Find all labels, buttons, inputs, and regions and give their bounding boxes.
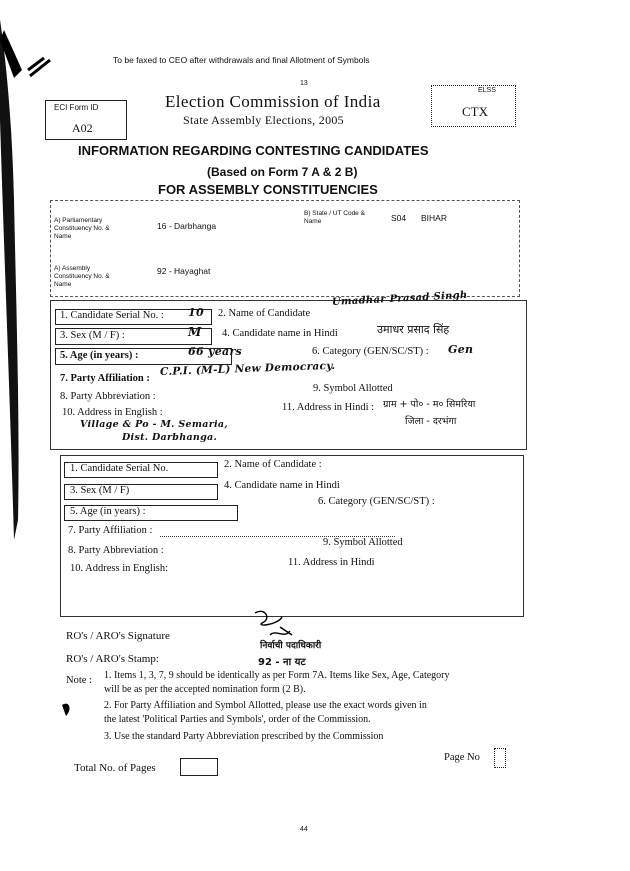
signature-label: RO's / ARO's Signature	[66, 630, 170, 642]
c1-addr-en-label: 10. Address in English :	[62, 407, 163, 418]
c2-serial-label: 1. Candidate Serial No.	[70, 463, 169, 474]
constituency-box	[50, 200, 520, 297]
note2: 2. For Party Affiliation and Symbol Allotted, please use the exact words given in	[104, 700, 427, 711]
title-line2: (Based on Form 7 A & 2 B)	[207, 165, 358, 179]
c1-name-label: 2. Name of Candidate	[218, 308, 311, 319]
total-pages-box[interactable]	[180, 758, 218, 776]
code-value: CTX	[462, 104, 488, 119]
ac-value: 92 - Hayaghat	[157, 266, 211, 276]
form-id-box	[45, 100, 127, 140]
form-id-value: A02	[72, 121, 93, 135]
c1-name-value: Umadhar Prasad Singh	[331, 289, 468, 308]
title-line3: FOR ASSEMBLY CONSTITUENCIES	[158, 182, 378, 197]
c1-category-label: 6. Category (GEN/SC/ST) :	[312, 346, 429, 357]
c1-addr-hi-label: 11. Address in Hindi :	[282, 402, 375, 413]
state-name: BIHAR	[421, 213, 447, 223]
bottom-mark: 44	[300, 826, 308, 833]
c2-abbr-label: 8. Party Abbreviation :	[68, 545, 164, 556]
state-code: S04	[391, 213, 407, 223]
c1-party-value: C.P.I. (M-L) New Democracy.	[159, 359, 336, 378]
c2-symbol-label: 9. Symbol Allotted	[323, 537, 403, 548]
stamp-line2: 92 - ना यट	[258, 657, 306, 668]
note3: 3. Use the standard Party Abbreviation prescribed by the Commission	[104, 731, 384, 742]
c1-hindi-name-label: 4. Candidate name in Hindi	[222, 328, 338, 339]
c1-addr-hi-line2: जिला - दरभंगा	[405, 416, 457, 427]
c2-age-label: 5. Age (in years) :	[70, 506, 146, 517]
c2-category-label: 6. Category (GEN/SC/ST) :	[318, 496, 435, 507]
small-mark: 13	[300, 80, 308, 87]
c2-name-label: 2. Name of Candidate :	[224, 459, 322, 470]
title-line1: INFORMATION REGARDING CONTESTING CANDIDATES	[78, 143, 429, 158]
c1-addr-hi-line1: ग्राम + पो० - म० सिमरिया	[383, 399, 476, 410]
c1-symbol-label: 9. Symbol Allotted	[313, 383, 393, 394]
c1-addr-en-line1: Village & Po - M. Semaria,	[80, 419, 228, 430]
form-id-label: ECI Form ID	[54, 103, 99, 112]
note-label: Note :	[66, 675, 92, 686]
page-no-label: Page No	[444, 752, 480, 763]
c1-age-label: 5. Age (in years) :	[60, 350, 139, 361]
ac-label: A) Assembly Constituency No. & Name	[54, 265, 110, 288]
c1-serial-label: 1. Candidate Serial No. :	[60, 310, 164, 321]
c2-sex-label: 3. Sex (M / F)	[70, 485, 130, 496]
stamp-line1: निर्वाची पदाधिकारी	[260, 641, 322, 651]
c1-party-label: 7. Party Affiliation :	[60, 373, 150, 384]
c2-addr-en-label: 10. Address in English:	[70, 563, 169, 574]
left-edge-shadow	[0, 20, 19, 540]
code-box	[431, 85, 516, 127]
total-pages-label: Total No. of Pages	[74, 762, 156, 774]
stamp-label: RO's / ARO's Stamp:	[66, 653, 159, 665]
c1-abbr-label: 8. Party Abbreviation :	[60, 391, 156, 402]
pen-stroke-mark	[28, 58, 50, 76]
state-label: B) State / UT Code & Name	[304, 210, 365, 225]
c2-party-label: 7. Party Affiliation :	[68, 525, 153, 536]
pc-value: 16 - Darbhanga	[157, 221, 217, 231]
note1: 1. Items 1, 3, 7, 9 should be identically as per Form 7A. Items like Sex, Age, Category	[104, 670, 450, 681]
c1-category-value: Gen	[448, 343, 474, 356]
ink-blot	[62, 704, 69, 716]
note2b: the latest 'Political Parties and Symbols', order of the Commission.	[104, 714, 371, 725]
top-note: To be faxed to CEO after withdrawals and final Allotment of Symbols	[113, 55, 370, 65]
code-label: ELSS	[478, 87, 496, 94]
c1-age-value: 66 years	[188, 345, 243, 358]
c1-sex-value: M	[188, 325, 202, 339]
c1-serial-value: 10	[188, 306, 204, 319]
c1-sex-label: 3. Sex (M / F) :	[60, 330, 125, 341]
page-no-box[interactable]	[494, 748, 506, 768]
c1-hindi-name-value: उमाधर प्रसाद सिंह	[377, 323, 450, 336]
org-name: Election Commission of India	[165, 92, 381, 111]
pc-label: A) Parliamentary Constituency No. & Name	[54, 217, 110, 240]
org-sub: State Assembly Elections, 2005	[183, 113, 344, 127]
c2-addr-hi-label: 11. Address in Hindi	[288, 557, 375, 568]
note1b: will be as per the accepted nomination form (2 B).	[104, 684, 306, 695]
c1-addr-en-line2: Dist. Darbhanga.	[122, 432, 218, 443]
c2-hindi-name-label: 4. Candidate name in Hindi	[224, 480, 340, 491]
